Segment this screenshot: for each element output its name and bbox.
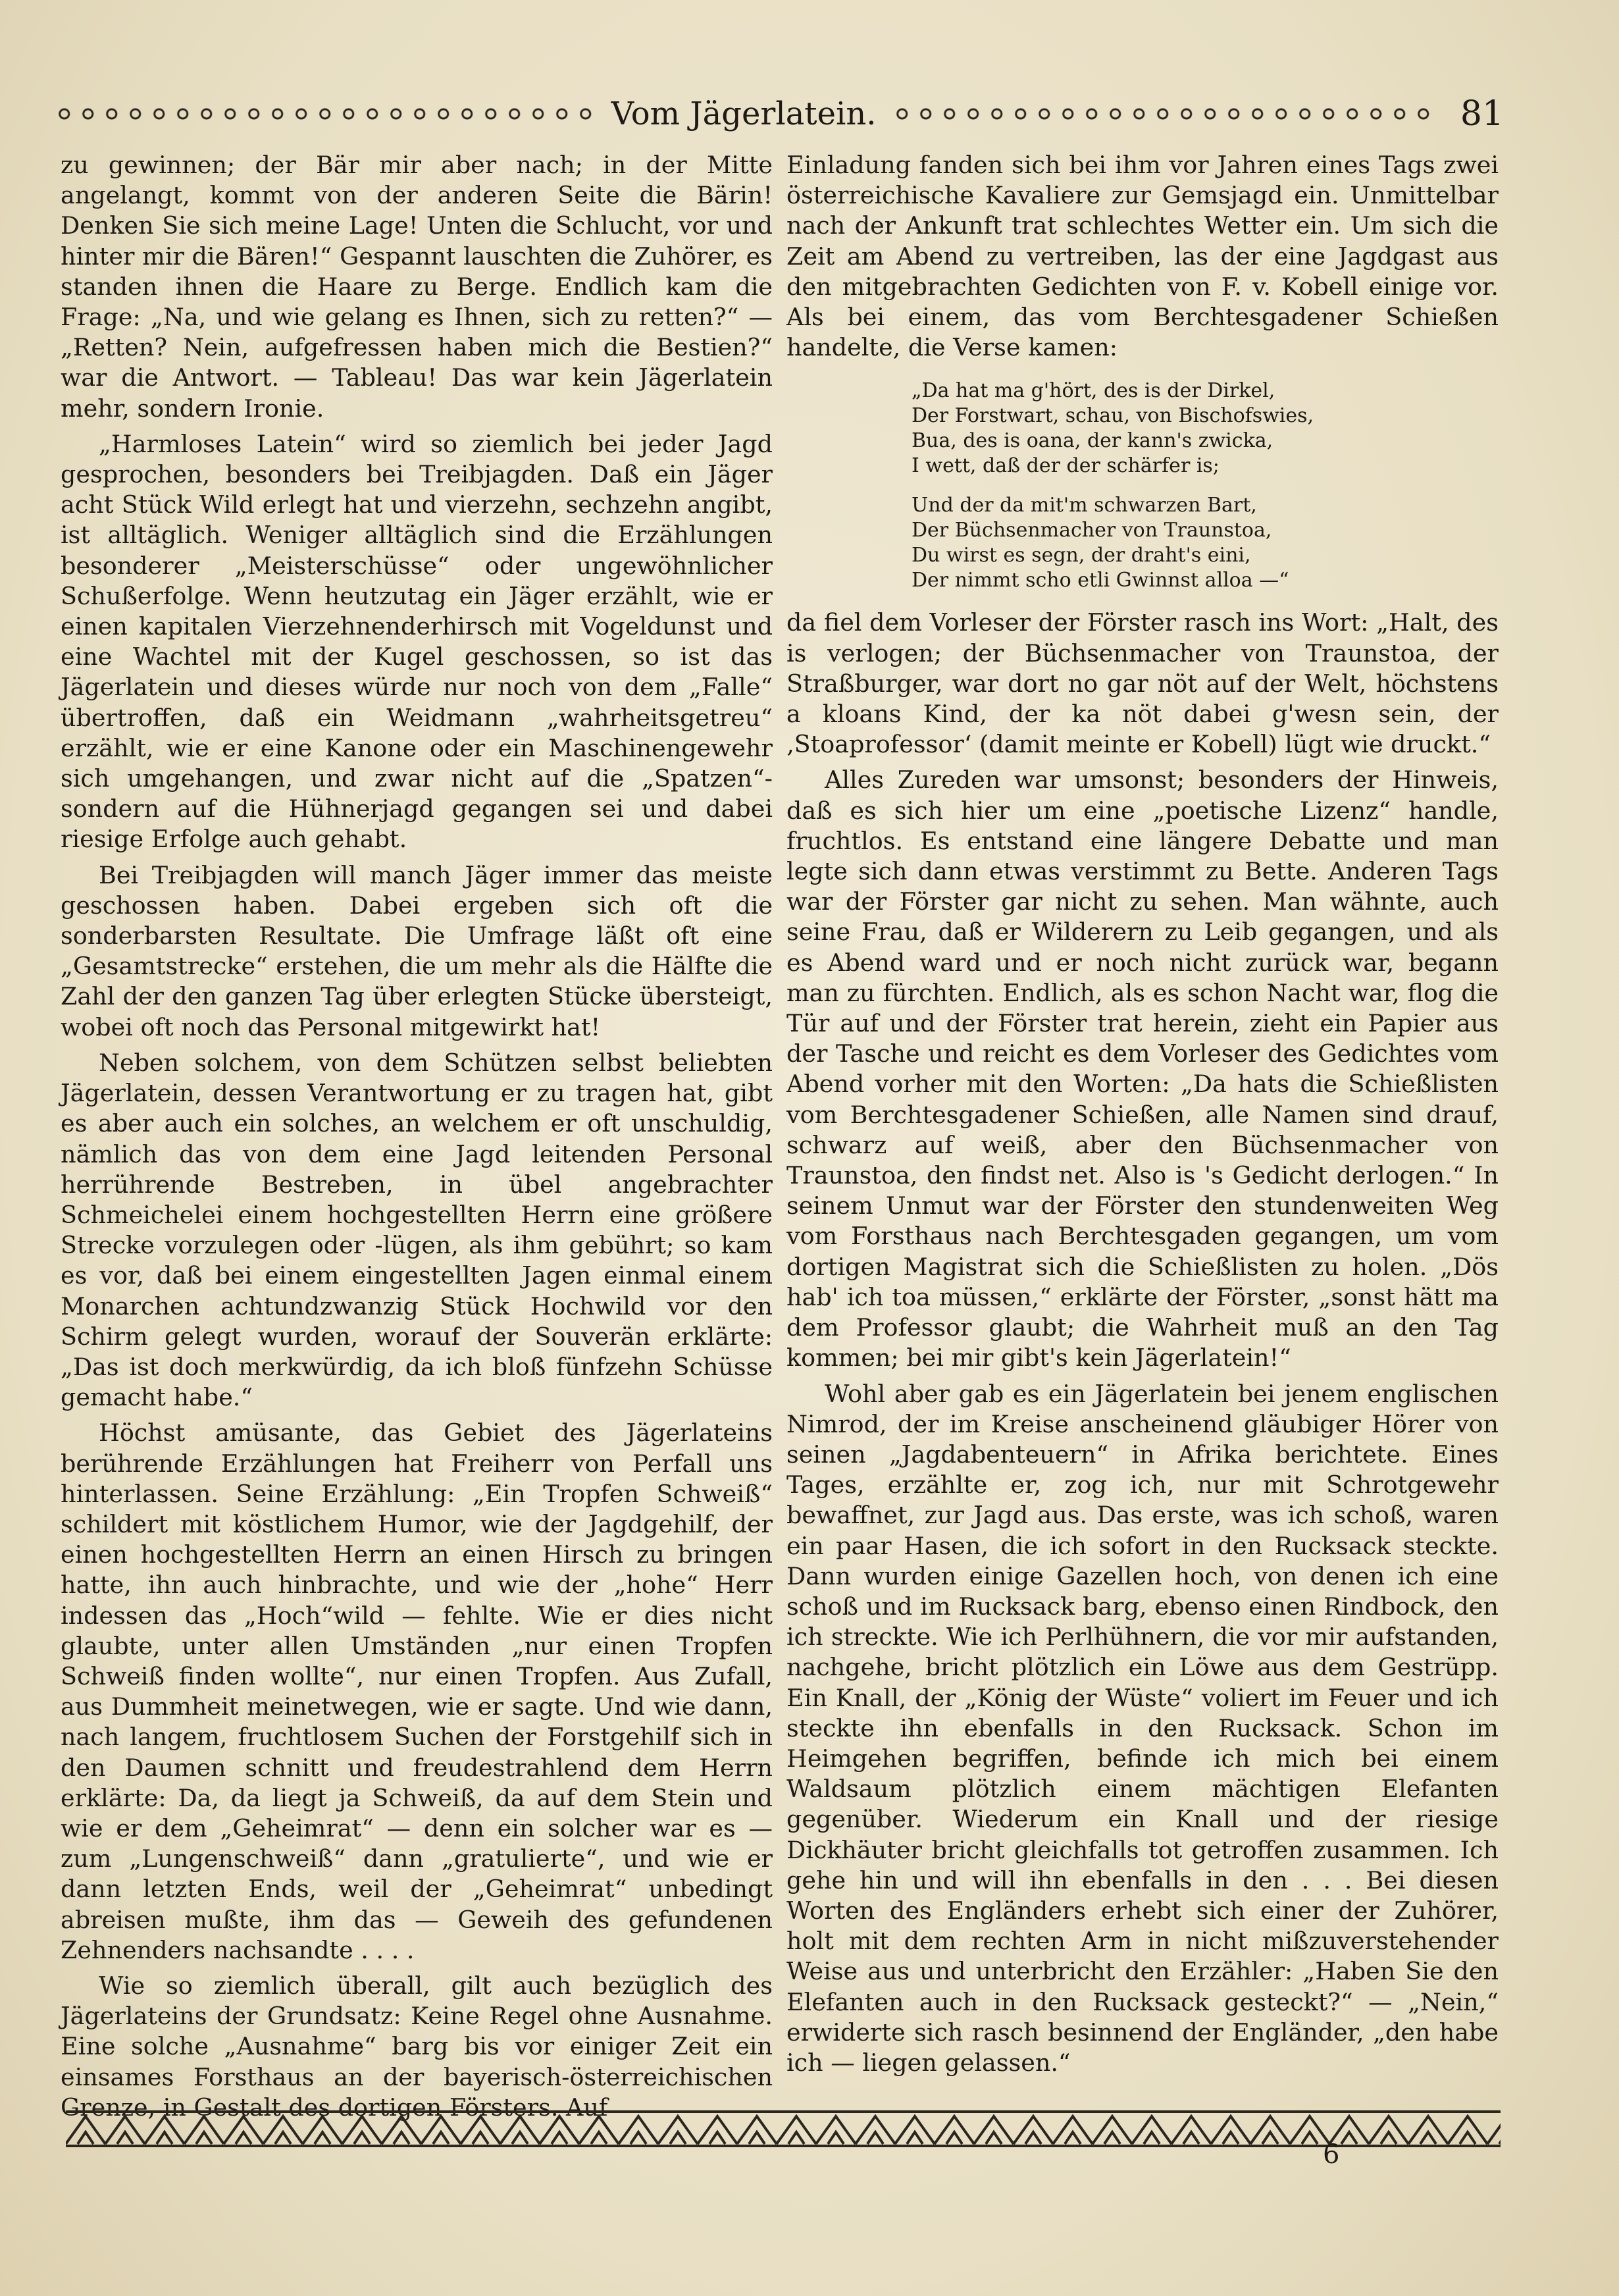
poem-stanza — [912, 378, 1499, 479]
footer-ornament — [66, 2110, 1501, 2148]
paragraph: Wohl aber gab es ein Jägerlatein bei jenem englischen Nimrod, der im Kreise anscheinend gläubiger Hörer von seinen „Jagdabenteuern“ in Afrika berichtete. Eines Tages, erzählte er, zog ich, nur mit Schrotgewehr bewaffnet, zur Jagd aus. Das erste, was ich schoß, waren ein paar Hasen, die ich sofort in den Rucksack steckte. Dann wurden einige Gazellen hoch, von denen ich eine schoß und im Rucksack barg, ebenso einen Rindbock, den ich streckte. Wie ich Perlhühnern, die vor mir aufstanden, nachgehe, bricht plötzlich ein Löwe aus dem Gestrüpp. Ein Knall, der „König der Wüste“ voliert im Feuer und ich steckte ihn ebenfalls in den Rucksack. Schon im Heimgehen begriffen, befinde ich mich bei einem Waldsaum plötzlich einem mächtigen Elefanten gegenüber. Wiederum ein Knall und der riesige Dickhäuter bricht gleichfalls tot getroffen zusammen. Ich gehe hin und will ihn ebenfalls in den . . . Bei diesen Worten des Engländers erhebt sich einer der Zuhörer, holt mit dem rechten Arm in nicht mißzuverstehender Weise aus und unterbricht den Erzähler: „Haben Sie den Elefanten auch in den Rucksack gesteckt?“ — „Nein,“ erwiderte sich rasch besinnend der Engländer, „den habe ich — liegen gelassen.“ — [786, 1379, 1499, 2077]
paragraph: Alles Zureden war umsonst; besonders der Hinweis, daß es sich hier um eine „poetische Lizenz“ handle, fruchtlos. Es entstand eine längere Debatte und man legte sich dann etwas verstimmt zu Bette. Anderen Tags war der Förster gar nicht zu sehen. Man wähnte, auch seine Frau, daß er Wilderern zu Leib gegangen, und als es Abend ward und er noch nicht zurück war, begann man zu fürchten. Endlich, als es schon Nacht war, flog die Tür auf und der Förster trat herein, zieht ein Papier aus der Tasche und reicht es dem Vorleser des Gedichtes vom Abend vorher mit den Worten: „Da hats die Schießlisten vom Berchtesgadener Schießen, alle Namen sind drauf, schwarz auf weiß, aber den Büchsenmacher von Traunstoa, den findst net. Also is 's Gedicht derlogen.“ In seinem Unmut war der Förster den stundenweiten Weg vom Forsthaus nach Berchtesgaden gegangen, um vom dortigen Magistrat sich die Schießlisten zu holen. „Dös hab' ich toa müssen,“ erklärte der Förster, „sonst hätt ma dem Professor glaubt; die Wahrheit muß an den Tag kommen; bei mir gibt's kein Jägerlatein!“ — [786, 766, 1499, 1372]
poem-stanza — [912, 493, 1499, 593]
running-header — [56, 84, 1504, 144]
poem-line: Du wirst es segn, der draht's eini, — [912, 544, 1251, 567]
paragraph: da fiel dem Vorleser der Förster rasch ins Wort: „Halt, des is verlogen; der Büchsenmacher von Traunstoa, der Straßburger, war dort no gar nöt auf der Welt, höchstens a kloans Kind, der ka nöt dabei g'wesn sein, der ‚Stoaprofessor‘ (damit meinte er Kobell) lügt wie druckt.“ — [786, 608, 1499, 759]
running-title: Vom Jägerlatein. — [611, 95, 877, 132]
left-column — [61, 150, 773, 2122]
header-ornament-right — [894, 107, 1431, 121]
signature-mark: 6 — [1323, 2139, 1340, 2170]
poem-line: „Da hat ma g'hört, des is der Dirkel, — [912, 379, 1275, 403]
right-column — [786, 150, 1499, 2077]
paragraph: Bei Treibjagden will manch Jäger immer das meiste geschossen haben. Dabei ergeben sich oft die sonderbarsten Resultate. Die Umfrage läßt oft eine „Gesamtstrecke“ erstehen, die um mehr als die Hälfte die Zahl der den ganzen Tag über erlegten Stücke übersteigt, wobei oft noch das Personal mitgewirkt hat! — [61, 860, 773, 1041]
page-number: 81 — [1460, 94, 1504, 134]
poem-line: Der Büchsenmacher von Traunstoa, — [912, 519, 1272, 542]
paragraph: Wie so ziemlich überall, gilt auch bezüglich des Jägerlateins der Grundsatz: Keine Regel ohne Ausnahme. Eine solche „Ausnahme“ barg bis vor einiger Zeit ein einsames Forsthaus an der bayerisch-österreichischen Grenze, in Gestalt des dortigen Försters. Auf — [61, 1971, 773, 2122]
poem-line: Bua, des is oana, der kann's zwicka, — [912, 429, 1273, 453]
poem-line: Und der da mit'm schwarzen Bart, — [912, 494, 1257, 517]
poem-line: Der nimmt scho etli Gwinnst alloa —“ — [912, 569, 1289, 592]
header-ornament-left — [56, 107, 594, 121]
paragraph: zu gewinnen; der Bär mir aber nach; in der Mitte angelangt, kommt von der anderen Seite die Bärin! Denken Sie sich meine Lage! Unten die Schlucht, vor und hinter mir die Bären!“ Gespannt lauschten die Zuhörer, es standen ihnen die Haare zu Berge. Endlich kam die Frage: „Na, und wie gelang es Ihnen, sich zu retten?“ — „Retten? Nein, aufgefressen haben mich die Bestien?“ war die Antwort. — Tableau! Das war kein Jägerlatein mehr, sondern Ironie. — [61, 151, 773, 423]
paragraph: Einladung fanden sich bei ihm vor Jahren eines Tags zwei österreichische Kavaliere zur Gemsjagd ein. Unmittelbar nach der Ankunft trat schlechtes Wetter ein. Um sich die Zeit am Abend zu vertreiben, las der eine Jagdgast aus den mitgebrachten Gedichten von F. v. Kobell einige vor. Als bei einem, das vom Berchtesgadener Schießen handelte, die Verse kamen: — [786, 151, 1499, 362]
poem-quote — [912, 378, 1499, 593]
paragraph: Höchst amüsante, das Gebiet des Jägerlateins berührende Erzählungen hat Freiherr von Perfall uns hinterlassen. Seine Erzählung: „Ein Tropfen Schweiß“ schildert mit köstlichem Humor, wie der Jagdgehilf, der einen hochgestellten Herrn an einen Hirsch zu bringen hatte, ihn auch hinbrachte, und wie der „hohe“ Herr indessen das „Hoch“wild — fehlte. Wie er dies nicht glaubte, unter allen Umständen „nur einen Tropfen Schweiß finden wollte“, nur einen Tropfen. Aus Zufall, aus Dummheit meinetwegen, wie er sagte. Und wie dann, nach langem, fruchtlosem Suchen der Forstgehilf sich in den Daumen schnitt und freudestrahlend dem Herrn erklärte: Da, da liegt ja Schweiß, da auf dem Stein und wie er dem „Geheimrat“ — denn ein solcher war es — zum „Lungenschweiß“ dann „gratulierte“, und wie er dann letzten Ends, weil der „Geheimrat“ unbedingt abreisen mußte, ihm das — Geweih des gefundenen Zehnenders nachsandte . . . . — [61, 1419, 773, 1964]
paragraph: Neben solchem, von dem Schützen selbst beliebten Jägerlatein, dessen Verantwortung er zu tragen hat, gibt es aber auch ein solches, an welchem er oft unschuldig, nämlich das von dem eine Jagd leitenden Personal herrührende Bestreben, in übel angebrachter Schmeichelei einem hochgestellten Herrn eine größere Strecke vorzulegen oder -lügen, als ihm gebührt; so kam es vor, daß bei einem eingestellten Jagen einmal einem Monarchen achtundzwanzig Stück Hochwild vor den Schirm gelegt wurden, worauf der Souverän erklärte: „Das ist doch merkwürdig, da ich bloß fünfzehn Schüsse gemacht habe.“ — [61, 1048, 773, 1412]
paragraph: „Harmloses Latein“ wird so ziemlich bei jeder Jagd gesprochen, besonders bei Treibjagden. Daß ein Jäger acht Stück Wild erlegt hat und vierzehn, sechzehn angibt, ist alltäglich. Weniger alltäglich sind die Erzählungen besonderer „Meisterschüsse“ oder ungewöhnlicher Schußerfolge. Wenn heutzutag ein Jäger erzählt, wie er einen kapitalen Vierzehnenderhirsch mit Vogeldunst und eine Wachtel mit der Kugel geschossen, so ist das Jägerlatein und dieses würde nur noch von dem „Falle“ übertroffen, daß ein Weidmann „wahrheitsgetreu“ erzählt, wie er eine Kanone oder ein Maschinengewehr sich umgehangen, und zwar nicht auf die „Spatzen“-sondern auf die Hühnerjagd gegangen sei und dabei riesige Erfolge auch gehabt. — [61, 429, 773, 854]
poem-line: I wett, daß der der schärfer is; — [912, 454, 1220, 478]
poem-line: Der Forstwart, schau, von Bischofswies, — [912, 404, 1314, 428]
